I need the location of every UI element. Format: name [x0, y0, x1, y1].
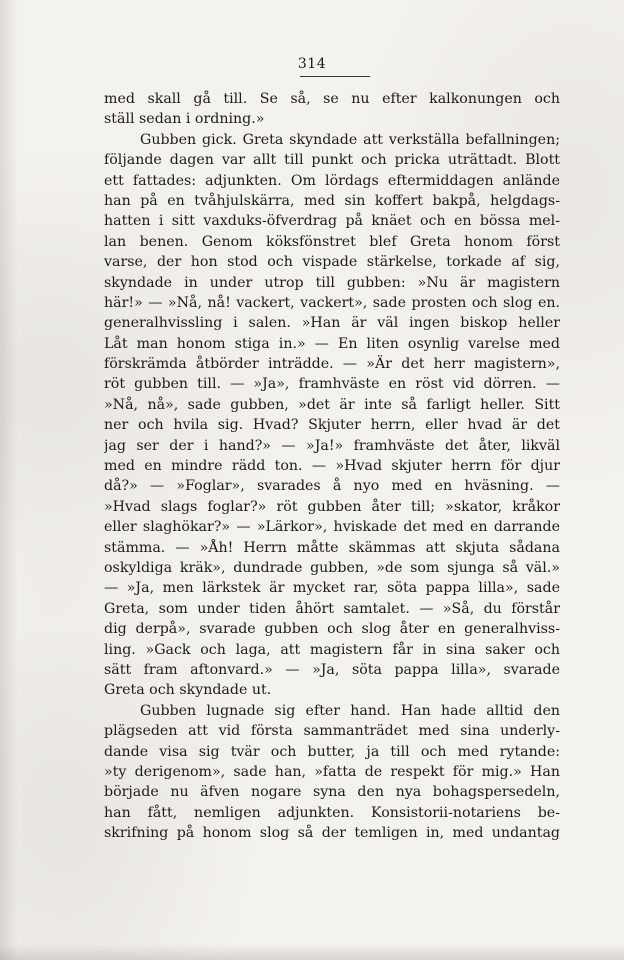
text-line: »Hvad slags foglar?» röt gubben åter till; »skator, kråkor [104, 498, 560, 515]
text-line: ställ sedan i ordning.» [104, 111, 265, 128]
text-line: Låt man honom stiga in.» — En liten osynlig varelse med [104, 335, 560, 352]
text-line: skyndade in under utrop till gubben: »Nu är magistern [104, 274, 560, 291]
text-line: dig derpå», svarade gubben och slog åter en generalhviss- [104, 621, 560, 638]
text-line: jag ser der i hand?» — »Ja!» framhväste det åter, likväl [104, 437, 560, 454]
text-line: »ty derigenom», sade han, »fatta de respekt för mig.» Han [104, 763, 560, 780]
text-line: han på en tvåhjulskärra, med sin koffert bakpå, helgdags- [104, 192, 560, 209]
text-line: följande dagen var allt till punkt och pricka uträttadt. Blott [104, 152, 560, 169]
text-line: Gubben lugnade sig efter hand. Han hade alltid den [140, 702, 560, 719]
text-line: — »Ja, men lärkstek är mycket rar, söta pappa lilla», sade [104, 580, 560, 597]
text-line: stämma. — »Åh! Herrn måtte skämmas att skjuta sådana [104, 539, 560, 556]
text-line: sätt fram aftonvard.» — »Ja, söta pappa lilla», svarade [104, 661, 560, 678]
text-line: »Nå, nå», sade gubben, »det är inte så farligt heller. Sitt [104, 396, 560, 413]
text-line: dande visa sig tvär och butter, ja till och med rytande: [104, 743, 560, 760]
text-line: oskyldiga kräk», dundrade gubben, »de som sjunga så väl.» [104, 559, 560, 576]
text-line: började nu äfven nogare syna den nya bohagspersedeln, [104, 784, 560, 801]
text-line: Greta och skyndade ut. [104, 682, 272, 699]
text-line: varse, der hon stod och vispade stärkelse, torkade af sig, [104, 254, 560, 271]
text-line: plägseden att vid första sammanträdet med sina underly- [104, 723, 560, 740]
text-line: ner och hvila sig. Hvad? Skjuter herrn, eller hvad är det [104, 417, 560, 434]
text-line: han fått, nemligen adjunkten. Konsistorii-notariens be- [104, 804, 560, 821]
text-line: Greta, som under tiden åhört samtalet. — »Så, du förstår [104, 600, 560, 617]
text-line: hatten i sitt vaxduks-öfverdrag på knäet och en bössa mel- [104, 213, 560, 230]
text-line: generalhvissling i salen. »Han är väl ingen biskop heller [104, 315, 560, 332]
text-line: eller slaghökar?» — »Lärkor», hviskade det med en darrande [104, 519, 560, 536]
text-line: då?» — »Foglar», svarades å nyo med en hväsning. — [104, 478, 560, 495]
page-left-shadow [0, 0, 18, 960]
text-line: röt gubben till. — »Ja», framhväste en röst vid dörren. — [104, 376, 560, 393]
page-number: 314 [297, 56, 327, 72]
text-line: ett fattades: adjunkten. Om lördags eftermiddagen anlände [104, 172, 560, 189]
text-line: med skall gå till. Se så, se nu efter kalkonungen och [104, 91, 560, 107]
text-line: Gubben gick. Greta skyndade att verkställa befallningen; [140, 131, 560, 148]
text-line: här!» — »Nå, nå! vackert, vackert», sade prosten och slog en. [104, 294, 560, 311]
text-line: förskrämda åtbörder inträdde. — »Är det herr magistern», [104, 356, 560, 373]
text-line: ling. »Gack och laga, att magistern får in sina saker och [104, 641, 560, 658]
page-bottom-shadow [0, 944, 624, 960]
page-number-rule [300, 76, 370, 77]
body-text [104, 89, 560, 843]
text-line: lan benen. Genom köksfönstret blef Greta honom först [104, 233, 560, 250]
text-line: skrifning på honom slog så der temligen in, med undantag [104, 825, 560, 842]
text-line: med en mindre rädd ton. — »Hvad skjuter herrn för djur [104, 458, 560, 475]
